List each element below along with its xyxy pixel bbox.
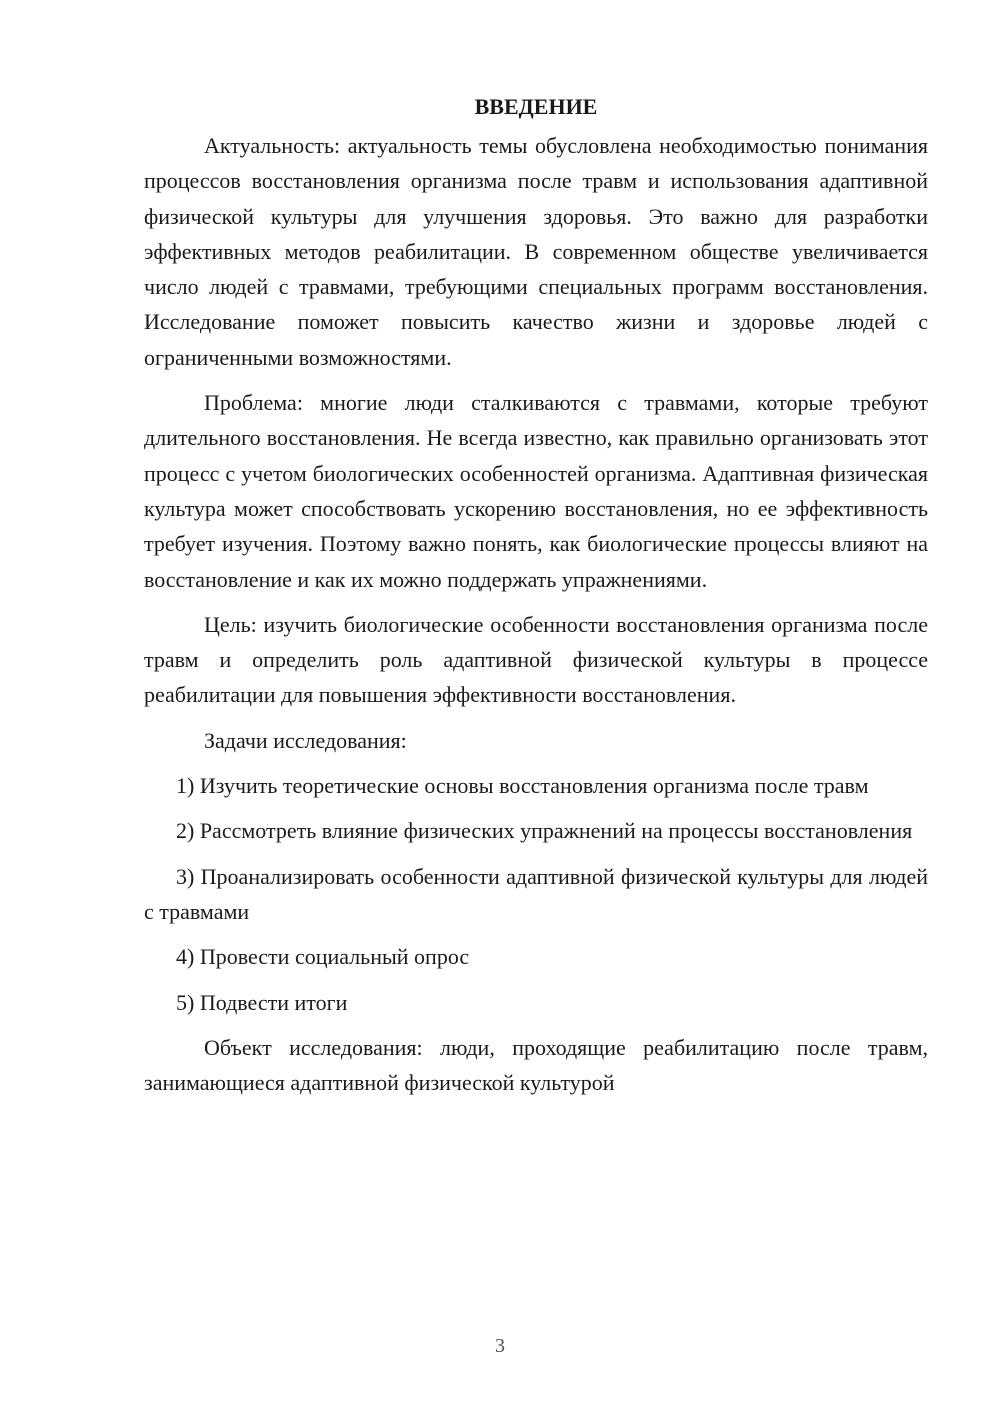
section-heading: ВВЕДЕНИЕ	[474, 94, 598, 119]
document-page	[144, 90, 928, 1110]
relevance-paragraph: Актуальность: актуальность темы обусловлена необходимостью понимания процессов восстановления организма после травм и использования адаптивной физической культуры для улучшения здоровья. Это важно для разработки эффективных методов реабилитации. В современном обществе увеличивается число людей с травмами, требующими специальных программ восстановления. Исследование поможет повысить качество жизни и здоровье людей с ограниченными возможностями.	[144, 133, 928, 370]
task-item-4: 4) Провести социальный опрос	[176, 944, 470, 970]
task-item-3: 3) Проанализировать особенности адаптивной физической культуры для людей с травмами	[144, 863, 928, 924]
goal-paragraph: Цель: изучить биологические особенности восстановления организма после травм и определить роль адаптивной физической культуры в процессе реабилитации для повышения эффективности восстановления.	[144, 611, 928, 708]
object-paragraph: Объект исследования: люди, проходящие реабилитацию после травм, занимающиеся адаптивной физической культурой	[144, 1034, 928, 1096]
task-item-1: 1) Изучить теоретические основы восстановления организма после травм	[176, 773, 869, 799]
task-item-2: 2) Рассмотреть влияние физических упражнений на процессы восстановления	[176, 818, 913, 844]
problem-paragraph: Проблема: многие люди сталкиваются с травмами, которые требуют длительного восстановления. Не всегда известно, как правильно организовать этот процесс с учетом биологических особенностей организма. Адаптивная физическая культура может способствовать ускорению восстановления, но ее эффективность требует изучения. Поэтому важно понять, как биологические процессы влияют на восстановление и как их можно поддержать упражнениями.	[144, 390, 928, 592]
tasks-title: Задачи исследования:	[204, 727, 407, 753]
task-item-5: 5) Подвести итоги	[176, 989, 348, 1015]
page-number: 3	[495, 1335, 505, 1357]
